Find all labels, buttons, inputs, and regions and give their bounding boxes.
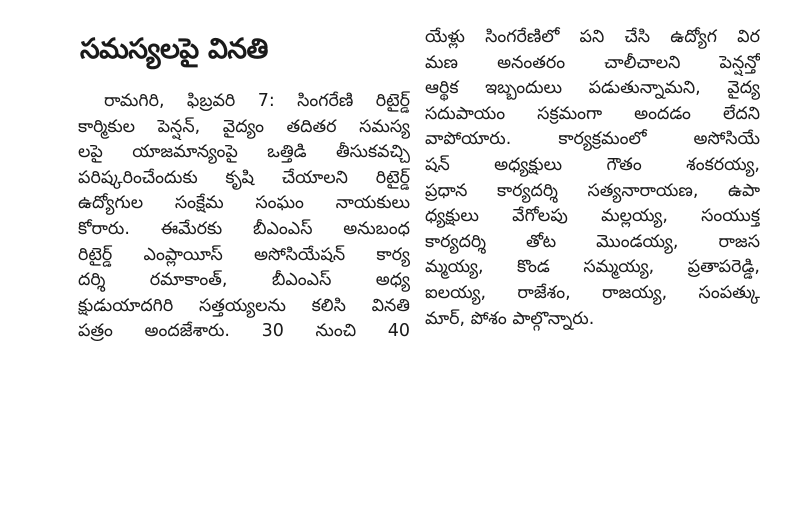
article-line: ప్రధాన కార్యదర్శి సత్యనారాయణ, ఉపా <box>425 180 760 201</box>
article-line: క్షుడుయాదగిరి సత్తయ్యలను కలిసి వినతి <box>78 295 410 316</box>
article-column-left <box>78 89 410 345</box>
article-line: మణ అనంతరం చాలీచాలని పెన్షన్తో <box>425 52 760 73</box>
article-line: రిటైర్డ్ ఎంప్లాయీస్ అసోసియేషన్ కార్య <box>78 244 410 265</box>
article-line: కార్యదర్శి తోట మొండయ్య, రాజస <box>425 231 760 252</box>
article-line: ఉద్యోగుల సంక్షేమ సంఘం నాయకులు <box>78 193 410 214</box>
article-column-right <box>425 25 760 332</box>
article-line: సదుపాయం సక్రమంగా అందడం లేదని <box>425 103 760 124</box>
article-line: దర్శి రమాకాంత్, బీఎంఎస్ అధ్య <box>78 270 410 291</box>
article-line: ఆర్థిక ఇబ్బందులు పడుతున్నామని, వైద్య <box>425 78 760 99</box>
article-line: వాపోయారు. కార్యక్రమంలో అసోసియే <box>425 129 760 150</box>
headline: సమస్యలపై వినతి <box>80 32 268 65</box>
article-line: కోరారు. ఈమేరకు బీఎంఎస్ అనుబంధ <box>78 218 410 239</box>
article-line: షన్ అధ్యక్షులు గౌతం శంకరయ్య, <box>425 154 760 175</box>
article-line: లపై యాజమాన్యంపై ఒత్తిడి తీసుకవచ్చి <box>78 142 410 163</box>
article-line: యేళ్లు సింగరేణిలో పని చేసి ఉద్యోగ విర <box>425 27 760 47</box>
article-line: ఐలయ్య, రాజేశం, రాజయ్య, సంపత్కు <box>425 282 760 303</box>
article-line: రామగిరి, ఫిబ్రవరి 7: సింగరేణి రిటైర్డ్ <box>104 91 410 111</box>
article-line: పత్రం అందజేశారు. 30 నుంచి 40 <box>78 321 410 342</box>
article-line: పరిష్కరించేందుకు కృషి చేయాలని రిటైర్డ్ <box>78 167 410 188</box>
article-line: మార్, పోశం పాల్గొన్నారు. <box>425 308 595 329</box>
article-line: మ్మయ్య, కొండ సమ్మయ్య, ప్రతాపరెడ్డి, <box>425 257 760 278</box>
article-line: ధ్యక్షులు వేగోలపు మల్లయ్య, సంయుక్త <box>425 206 760 227</box>
article-line: కార్మికుల పెన్షన్, వైద్యం తదితర సమస్య <box>78 116 410 137</box>
